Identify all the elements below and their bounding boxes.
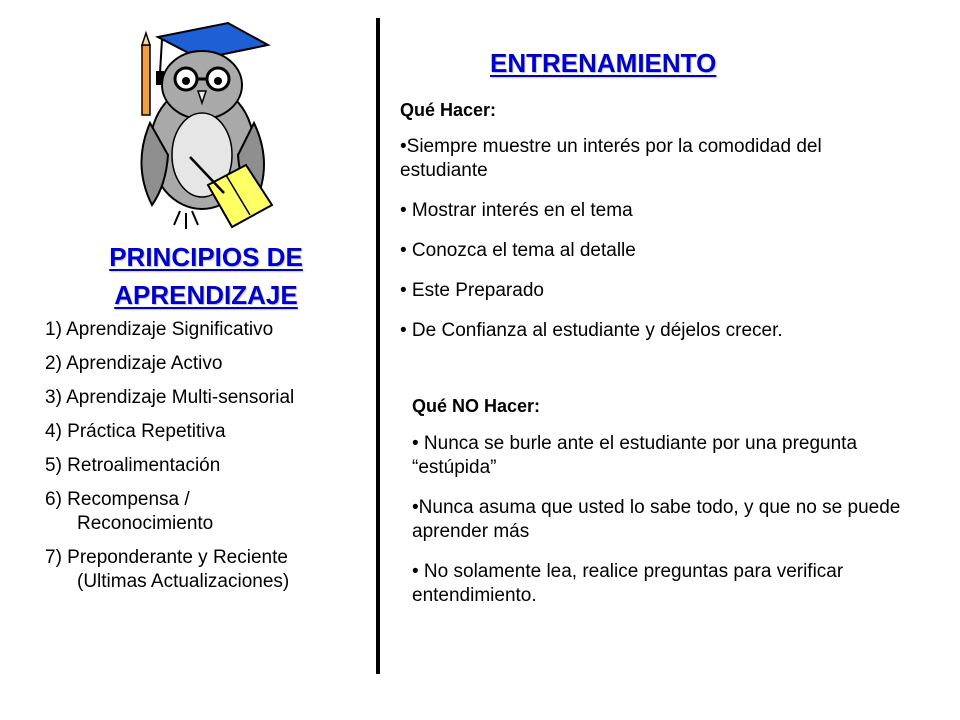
principle-text: 1) Aprendizaje Significativo	[45, 319, 274, 340]
dont-list	[412, 432, 912, 624]
principle-text: 5) Retroalimentación	[45, 455, 221, 476]
principles-title-line1: PRINCIPIOS DE	[109, 242, 303, 272]
principle-item	[45, 352, 365, 376]
do-item: • De Confianza al estudiante y déjelos crecer.	[400, 320, 783, 341]
owl-graduate-illustration	[128, 15, 276, 240]
do-item: • Este Preparado	[400, 280, 544, 301]
principle-text: 3) Aprendizaje Multi-sensorial	[45, 387, 295, 408]
dont-item: •Nunca asuma que usted lo sabe todo, y que no se puede aprender más	[412, 497, 901, 542]
do-item: • Conozca el tema al detalle	[400, 240, 636, 261]
principle-item	[45, 488, 365, 536]
dont-item: • Nunca se burle ante el estudiante por una pregunta “estúpida”	[412, 433, 858, 478]
principle-text-continued: Reconocimiento	[77, 513, 214, 534]
do-heading: Qué Hacer:	[400, 100, 497, 120]
principle-text: 4) Práctica Repetitiva	[45, 421, 226, 442]
do-list	[400, 135, 830, 359]
principle-text: 7) Preponderante y Reciente	[45, 547, 288, 568]
principle-text-continued: (Ultimas Actualizaciones)	[77, 571, 290, 592]
dont-heading: Qué NO Hacer:	[412, 396, 541, 416]
principle-text: 6) Recompensa /	[45, 489, 190, 510]
principle-item	[45, 318, 365, 342]
training-title: ENTRENAMIENTO	[490, 48, 717, 78]
principle-item	[45, 386, 365, 410]
vertical-divider	[376, 18, 380, 674]
principle-item	[45, 546, 365, 594]
principle-item	[45, 420, 365, 444]
principle-item	[45, 454, 365, 478]
principles-title	[70, 238, 342, 314]
dont-item: • No solamente lea, realice preguntas para verificar entendimiento.	[412, 561, 844, 606]
principle-text: 2) Aprendizaje Activo	[45, 353, 223, 374]
principles-title-line2: APRENDIZAJE	[114, 280, 298, 310]
principles-list	[45, 318, 365, 604]
do-item: •Siempre muestre un interés por la comodidad del estudiante	[400, 136, 822, 181]
do-item: • Mostrar interés en el tema	[400, 200, 633, 221]
